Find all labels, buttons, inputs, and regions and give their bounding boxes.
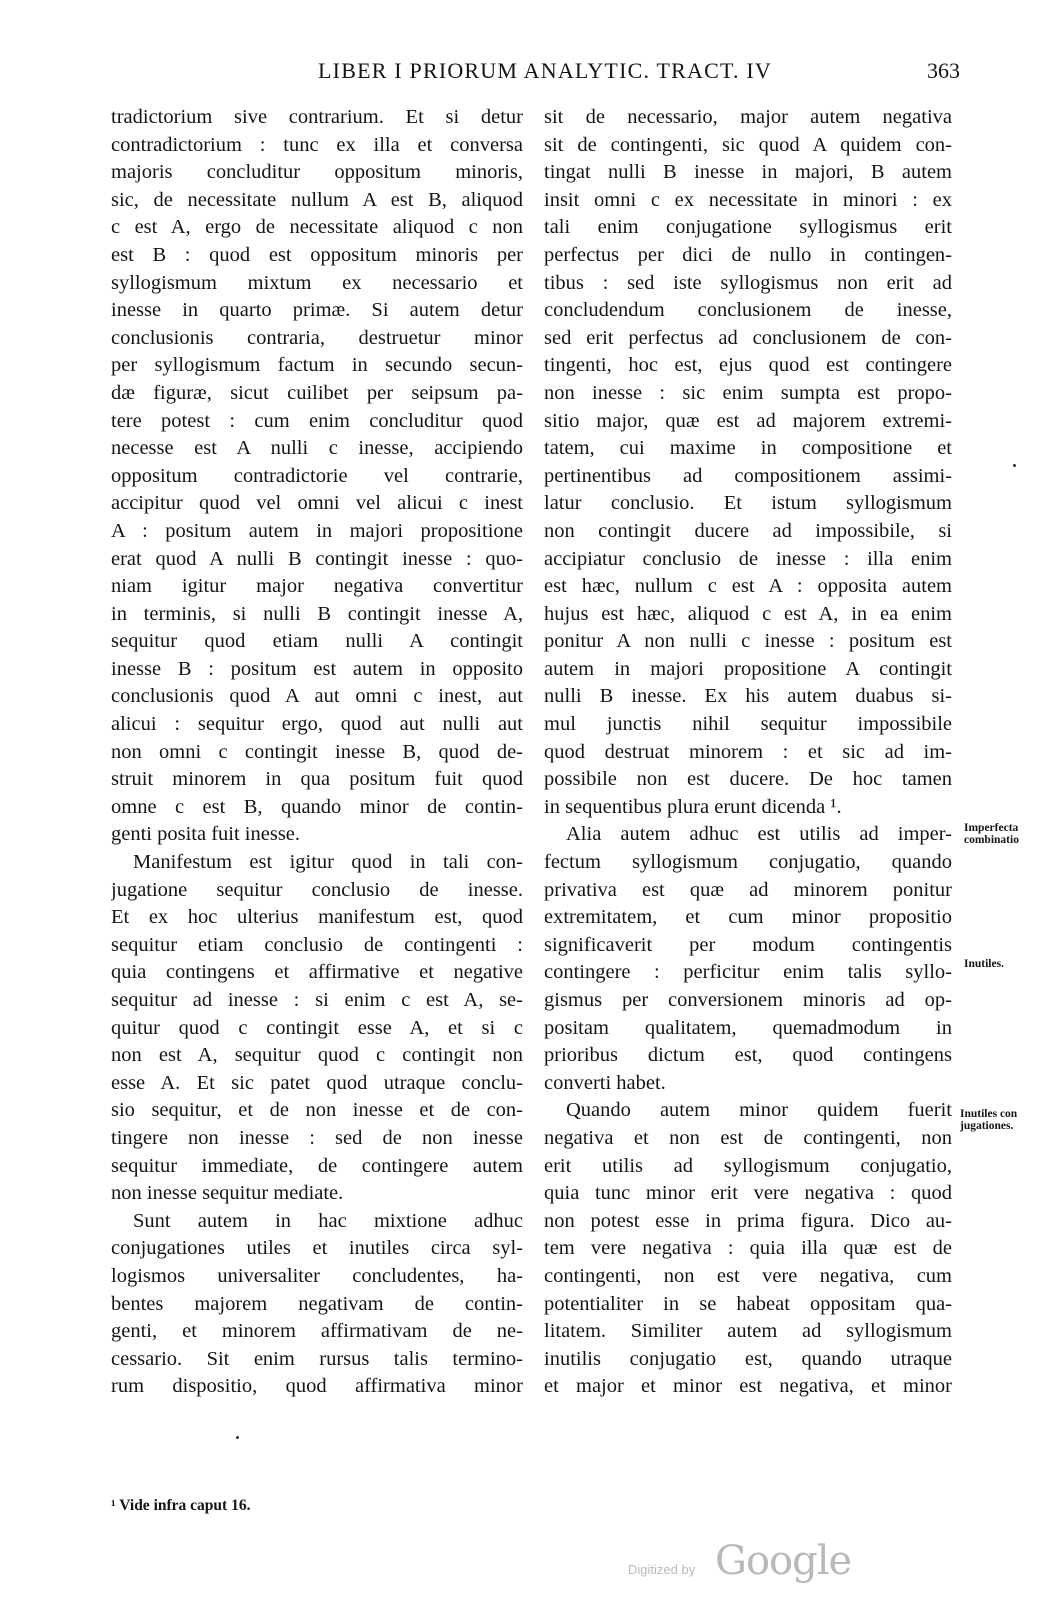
text-line: prioribus dictum est, quod contingens xyxy=(544,1044,952,1067)
text-line: tingat nulli B inesse in majori, B autem xyxy=(544,161,952,184)
running-head: LIBER I PRIORUM ANALYTIC. TRACT. IV xyxy=(318,58,772,83)
text-line: privativa est quæ ad minorem ponitur xyxy=(544,878,952,901)
text-line: quitur quod c contingit esse A, et si c xyxy=(111,1016,523,1039)
text-line: sitio major, quæ est ad majorem extremi- xyxy=(544,409,952,432)
text-line: sequitur quod etiam nulli A contingit xyxy=(111,630,523,653)
text-line: converti habet. xyxy=(544,1071,666,1094)
text-line: Alia autem adhuc est utilis ad imper- xyxy=(566,823,952,846)
text-line: accipiatur conclusio de inesse : illa enim xyxy=(544,547,952,570)
text-line: inesse in quarto primæ. Si autem detur xyxy=(111,299,523,322)
text-line: non contingit ducere ad impossibile, si xyxy=(544,519,952,542)
page-header xyxy=(110,58,960,90)
text-line: est hæc, nullum c est A : opposita autem xyxy=(544,575,952,598)
text-line: dæ figuræ, sicut cuilibet per seipsum pa- xyxy=(111,381,523,404)
margin-note-inutiles xyxy=(964,958,1054,970)
text-line: inesse B : positum est autem in opposito xyxy=(111,657,523,680)
text-line: fectum syllogismum conjugatio, quando xyxy=(544,851,952,874)
text-line: A : positum autem in majori propositione xyxy=(111,519,523,542)
margin-note-line: Inutiles. xyxy=(964,958,1004,970)
text-line: perfectus per dici de nullo in contingen- xyxy=(544,243,952,266)
text-line: logismos universaliter concludentes, ha- xyxy=(111,1264,523,1287)
footnote xyxy=(111,1497,250,1515)
text-line: extremitatem, et cum minor propositio xyxy=(544,906,952,929)
text-line: omne c est B, quando minor de contin- xyxy=(111,795,523,818)
text-line: et major et minor est negativa, et minor xyxy=(544,1375,952,1398)
text-line: erat quod A nulli B contingit inesse : quo- xyxy=(111,547,523,570)
text-line: majoris concluditur oppositum minoris, xyxy=(111,161,523,184)
text-line: in terminis, si nulli B contingit inesse A, xyxy=(111,602,523,625)
text-line: potentialiter in se habeat oppositam qua- xyxy=(544,1292,952,1315)
text-line: sit de necessario, major autem negativa xyxy=(544,106,952,128)
text-line: esse A. Et sic patet quod utraque conclu- xyxy=(111,1071,523,1094)
text-line: est B : quod est oppositum minoris per xyxy=(111,243,523,266)
margin-note-imperfecta xyxy=(964,822,1054,846)
text-line: litatem. Similiter autem ad syllogismum xyxy=(544,1320,952,1343)
text-line: oppositum contradictorie vel contrarie, xyxy=(111,464,523,487)
text-line: sequitur ad inesse : si enim c est A, se- xyxy=(111,989,523,1011)
text-line: per syllogismum factum in secundo secun- xyxy=(111,354,523,377)
text-line: alicui : sequitur ergo, quod aut nulli aut xyxy=(111,713,523,736)
text-line: inutilis conjugatio est, quando utraque xyxy=(544,1347,952,1370)
text-line: concludendum conclusionem de inesse, xyxy=(544,299,952,322)
text-line: genti, et minorem affirmativam de ne- xyxy=(111,1320,523,1343)
digitized-by-google-watermark xyxy=(628,1538,858,1590)
text-line: non inesse : sic enim sumpta est propo- xyxy=(544,381,952,404)
text-line: tere potest : cum enim concluditur quod xyxy=(111,409,523,432)
text-line: tingenti, hoc est, ejus quod est contingere xyxy=(544,354,952,377)
text-line: jugatione sequitur conclusio de inesse. xyxy=(111,878,523,901)
text-line: quod destruat minorem : et sic ad im- xyxy=(544,740,952,763)
text-line: quia contingens et affirmative et negative xyxy=(111,961,523,984)
text-line: sio sequitur, et de non inesse et de con- xyxy=(111,1099,523,1122)
text-line: ponitur A non nulli c inesse : positum est xyxy=(544,630,952,653)
text-line: gismus per conversionem minoris ad op- xyxy=(544,989,952,1011)
text-line: non omni c contingit inesse B, quod de- xyxy=(111,740,523,763)
text-line: c est A, ergo de necessitate aliquod c non xyxy=(111,216,523,239)
text-line: Et ex hoc ulterius manifestum est, quod xyxy=(111,906,523,929)
page-number: 363 xyxy=(927,58,960,83)
margin-note-line: Imperfecta xyxy=(964,822,1019,834)
text-line: non inesse sequitur mediate. xyxy=(111,1182,344,1205)
text-line: negativa et non est de contingenti, non xyxy=(544,1126,952,1149)
text-line: possibile non est ducere. De hoc tamen xyxy=(544,768,952,791)
text-line: genti posita fuit inesse. xyxy=(111,823,301,846)
margin-note-inutiles-conjugationes xyxy=(960,1108,1050,1132)
text-line: nulli B inesse. Ex his autem duabus si- xyxy=(544,685,952,708)
text-line: tem vere negativa : quia illa quæ est de xyxy=(544,1237,952,1260)
text-line: significaverit per modum contingentis xyxy=(544,933,952,956)
text-line: tingere non inesse : sed de non inesse xyxy=(111,1126,523,1149)
text-line: contingenti, non est vere negativa, cum xyxy=(544,1264,952,1287)
text-line: contradictorium : tunc ex illa et conversa xyxy=(111,133,523,156)
text-line: tatem, cui maxime in compositione et xyxy=(544,437,952,460)
text-line: quia tunc minor erit vere negativa : quod xyxy=(544,1182,952,1205)
text-line: sequitur etiam conclusio de contingenti : xyxy=(111,933,523,956)
text-line: cessario. Sit enim rursus talis termino- xyxy=(111,1347,523,1370)
text-line: non potest esse in prima figura. Dico au- xyxy=(544,1209,952,1232)
text-line: struit minorem in qua positum fuit quod xyxy=(111,768,523,791)
text-line: tradictorium sive contrarium. Et si detur xyxy=(111,106,523,128)
text-line: hujus est hæc, aliquod c est A, in ea enim xyxy=(544,602,952,625)
speck-mark xyxy=(1013,464,1016,467)
footnote-text: Vide infra caput 16. xyxy=(119,1497,251,1514)
text-line: Manifestum est igitur quod in tali con- xyxy=(133,851,523,874)
text-line: tali enim conjugatione syllogismus erit xyxy=(544,216,952,239)
google-logo-text: Google xyxy=(715,1538,852,1584)
margin-note-line: Inutiles con xyxy=(960,1108,1018,1120)
text-line: non est A, sequitur quod c contingit non xyxy=(111,1044,523,1067)
text-line: rum dispositio, quod affirmativa minor xyxy=(111,1375,523,1398)
text-line: syllogismum mixtum ex necessario et xyxy=(111,271,523,294)
text-line: erit utilis ad syllogismum conjugatio, xyxy=(544,1154,952,1177)
text-line: conclusionis quod A aut omni c inest, aut xyxy=(111,685,523,708)
text-line: bentes majorem negativam de contin- xyxy=(111,1292,523,1315)
text-line: sequitur immediate, de contingere autem xyxy=(111,1154,523,1177)
text-line: latur conclusio. Et istum syllogismum xyxy=(544,492,952,515)
text-line: mul junctis nihil sequitur impossibile xyxy=(544,713,952,736)
text-line: conjugationes utiles et inutiles circa syl- xyxy=(111,1237,523,1260)
text-line: in sequentibus plura erunt dicenda ¹. xyxy=(544,795,842,818)
speck-mark xyxy=(236,1436,239,1439)
text-line: niam igitur major negativa convertitur xyxy=(111,575,523,598)
text-line: sed erit perfectus ad conclusionem de con- xyxy=(544,326,952,349)
margin-note-line: jugationes. xyxy=(960,1120,1014,1132)
text-line: pertinentibus ad compositionem assimi- xyxy=(544,464,952,487)
text-line: sic, de necessitate nullum A est B, aliquod xyxy=(111,188,523,211)
text-line: contingere : perficitur enim talis syllo- xyxy=(544,961,952,984)
text-line: insit omni c ex necessitate in minori : ex xyxy=(544,188,952,211)
text-line: sit de contingenti, sic quod A quidem con- xyxy=(544,133,952,156)
text-line: Sunt autem in hac mixtione adhuc xyxy=(133,1209,523,1232)
text-line: autem in majori propositione A contingit xyxy=(544,657,952,680)
text-line: Quando autem minor quidem fuerit xyxy=(566,1099,952,1122)
text-line: accipitur quod vel omni vel alicui c inest xyxy=(111,492,523,515)
text-line: positam qualitatem, quemadmodum in xyxy=(544,1016,952,1039)
text-line: necesse est A nulli c inesse, accipiendo xyxy=(111,437,523,460)
margin-note-line: combinatio xyxy=(964,834,1019,846)
right-text-column xyxy=(544,104,952,1401)
text-line: tibus : sed iste syllogismus non erit ad xyxy=(544,271,952,294)
footnote-marker: ¹ xyxy=(111,1497,116,1514)
text-line: conclusionis contraria, destruetur minor xyxy=(111,326,523,349)
left-text-column xyxy=(111,104,523,1401)
watermark-prefix: Digitized by xyxy=(628,1562,696,1577)
